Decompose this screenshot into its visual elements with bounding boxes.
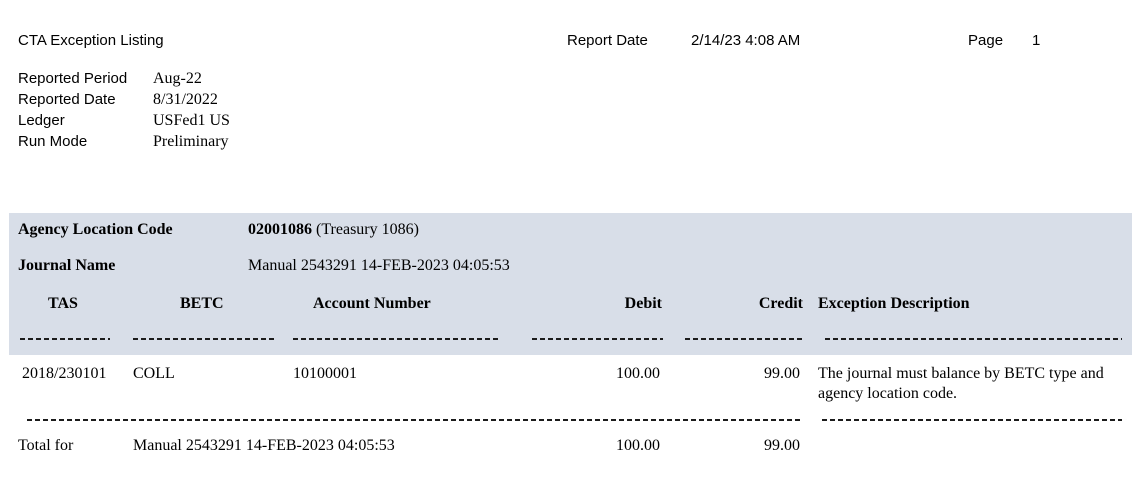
report-title: CTA Exception Listing <box>18 32 164 49</box>
column-header-credit: Credit <box>758 295 803 312</box>
agency-location-code-label: Agency Location Code <box>18 221 173 238</box>
row-separator-exception <box>822 419 1122 421</box>
row-separator-main <box>27 419 802 421</box>
column-header-account-number: Account Number <box>313 295 431 312</box>
debit-header-underline <box>532 338 663 340</box>
reported-period-label: Reported Period <box>18 70 128 87</box>
page-label: Page <box>968 32 1004 49</box>
account-number-header-underline <box>293 338 500 340</box>
alc-code: 02001086 <box>248 221 312 238</box>
credit-header-underline <box>685 338 802 340</box>
row-tas-value: 2018/230101 <box>22 365 107 382</box>
reported-date-label: Reported Date <box>18 91 116 108</box>
report-date-label: Report Date <box>567 32 648 49</box>
column-header-betc: BETC <box>180 295 224 312</box>
run-mode-label: Run Mode <box>18 133 88 150</box>
row-betc-value: COLL <box>133 365 175 382</box>
group-header-band <box>9 213 1132 355</box>
run-mode-value: Preliminary <box>153 133 229 150</box>
row-debit-value: 100.00 <box>616 365 660 382</box>
journal-name-label: Journal Name <box>18 257 116 274</box>
exception-header-underline <box>825 338 1122 340</box>
total-journal-name: Manual 2543291 14-FEB-2023 04:05:53 <box>133 437 395 454</box>
total-credit-value: 99.00 <box>764 437 800 454</box>
ledger-value: USFed1 US <box>153 112 230 129</box>
betc-header-underline <box>133 338 275 340</box>
total-for-label: Total for <box>18 437 74 454</box>
reported-date-value: 8/31/2022 <box>153 91 218 108</box>
journal-name-value: Manual 2543291 14-FEB-2023 04:05:53 <box>248 257 510 274</box>
row-exception-description: The journal must balance by BETC type and agency location code. <box>818 365 1104 402</box>
alc-suffix: (Treasury 1086) <box>312 221 419 238</box>
row-account-number-value: 10100001 <box>293 365 357 382</box>
tas-header-underline <box>20 338 110 340</box>
ledger-label: Ledger <box>18 112 65 129</box>
column-header-exception-description: Exception Description <box>818 295 970 312</box>
reported-period-value: Aug-22 <box>153 70 202 87</box>
column-header-tas: TAS <box>48 295 78 312</box>
total-debit-value: 100.00 <box>616 437 660 454</box>
row-credit-value: 99.00 <box>764 365 800 382</box>
agency-location-code-value <box>248 222 419 238</box>
column-header-debit: Debit <box>624 295 662 312</box>
page-number: 1 <box>1032 32 1041 49</box>
report-date-value: 2/14/23 4:08 AM <box>691 32 801 49</box>
